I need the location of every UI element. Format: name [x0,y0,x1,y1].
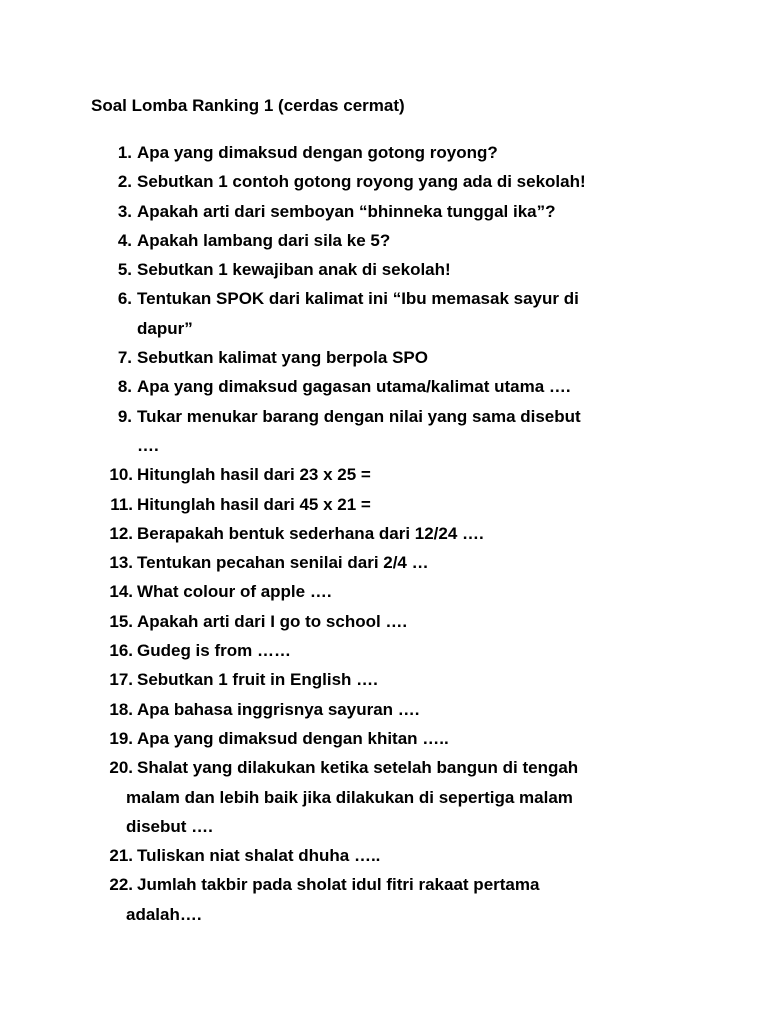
question-item [0,577,768,606]
question-number: 7. [117,348,132,368]
question-number: 2. [117,172,132,192]
question-item [0,870,768,929]
question-text-line: What colour of apple …. [137,582,332,602]
question-item [0,490,768,519]
question-item [0,343,768,372]
question-number: 19. [109,728,133,748]
question-number: 16. [109,641,133,661]
question-item [0,841,768,870]
question-text-line: malam dan lebih baik jika dilakukan di sepertiga malam [126,787,573,807]
question-text-line: Tentukan pecahan senilai dari 2/4 … [137,553,429,573]
question-list [0,138,768,929]
question-text-line: Apa yang dimaksud dengan gotong royong? [137,143,498,162]
question-item [0,197,768,226]
question-item [0,372,768,401]
question-text-line: Tentukan SPOK dari kalimat ini “Ibu memasak sayur di [137,289,579,309]
question-text-line: Sebutkan 1 fruit in English …. [137,670,378,690]
question-number: 3. [117,201,132,221]
question-number: 20. [109,758,133,778]
question-text-line: …. [137,435,159,455]
question-number: 8. [117,377,132,397]
question-text-line: Shalat yang dilakukan ketika setelah bangun di tengah [137,758,579,778]
question-item [0,607,768,636]
question-text-line: Sebutkan 1 kewajiban anak di sekolah! [137,260,451,280]
question-number: 11. [110,494,133,514]
question-text-line: disebut …. [126,816,213,836]
question-number: 13. [109,553,133,573]
question-text-line: Gudeg is from …… [137,641,291,661]
question-item [0,548,768,577]
question-item [0,695,768,724]
question-item [0,284,768,343]
question-text-line: Tuliskan niat shalat dhuha ….. [137,846,381,866]
question-item [0,402,768,461]
question-text-line: Apakah lambang dari sila ke 5? [137,230,391,250]
question-item [0,138,768,167]
question-text-line: Tukar menukar barang dengan nilai yang sama disebut [137,406,581,426]
question-number: 12. [109,523,133,543]
question-number: 17. [109,670,133,690]
question-item [0,226,768,255]
question-item [0,167,768,196]
question-text-line: Berapakah bentuk sederhana dari 12/24 …. [137,523,484,543]
question-item [0,724,768,753]
question-number: 4. [117,230,132,250]
question-text-line: Apa yang dimaksud gagasan utama/kalimat utama …. [137,377,571,397]
question-number: 15. [109,611,133,631]
question-text-line: Apa bahasa inggrisnya sayuran …. [137,699,420,719]
question-item [0,460,768,489]
question-text-line: dapur” [137,318,193,338]
question-item [0,665,768,694]
question-text-line: Hitunglah hasil dari 23 x 25 = [137,465,371,485]
question-number: 14. [109,582,133,602]
question-number: 18. [109,699,133,719]
question-item [0,636,768,665]
question-text-line: Sebutkan kalimat yang berpola SPO [137,348,428,368]
question-number: 21. [109,846,133,866]
question-number: 1. [117,143,132,162]
page-title: Soal Lomba Ranking 1 (cerdas cermat) [91,96,405,115]
question-number: 5. [117,260,132,280]
question-text-line: Jumlah takbir pada sholat idul fitri rakaat pertama [137,875,540,895]
question-text-line: Apakah arti dari semboyan “bhinneka tunggal ika”? [137,201,556,221]
question-number: 6. [117,289,132,309]
question-number: 9. [117,406,132,426]
question-text-line: Sebutkan 1 contoh gotong royong yang ada di sekolah! [137,172,586,192]
question-item [0,255,768,284]
question-text-line: Hitunglah hasil dari 45 x 21 = [137,494,371,514]
question-text-line: Apa yang dimaksud dengan khitan ….. [137,728,449,748]
question-item [0,519,768,548]
question-text-line: adalah…. [126,904,202,924]
question-item [0,753,768,841]
question-number: 10. [109,465,133,485]
question-number: 22. [109,875,133,895]
question-text-line: Apakah arti dari I go to school …. [137,611,408,631]
